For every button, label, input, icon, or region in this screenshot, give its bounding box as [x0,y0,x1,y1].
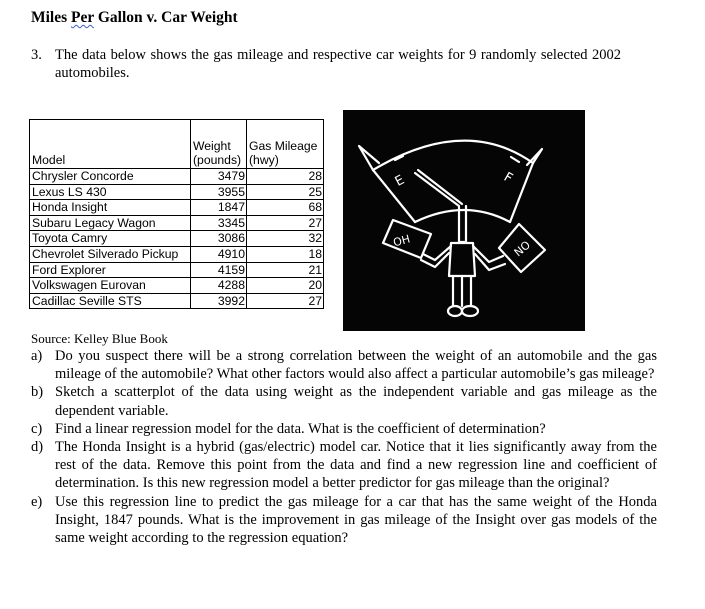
cell-mileage: 27 [247,215,324,231]
cell-model: Ford Explorer [30,262,191,278]
table-row [30,215,324,231]
cell-weight: 3345 [191,215,247,231]
cell-model: Chrysler Concorde [30,169,191,185]
question-label: e) [31,493,43,510]
cell-weight: 4910 [191,246,247,262]
table-row [30,184,324,200]
question-d [31,438,657,493]
question-label: c) [31,420,43,437]
question-label: a) [31,348,43,364]
question-text: Sketch a scatterplot of the data using weight as the independent variable and gas mileage as the dependent variable. [55,384,657,419]
cell-weight: 1847 [191,200,247,216]
spellcheck-flagged-word[interactable]: Per [71,9,94,26]
question-text: Do you suspect there will be a strong correlation between the weight of an automobile and the gas mileage of the automobile? What other factors would also affect a particular automobile’s gas mileage? [55,348,657,383]
fuel-gauge-icon [343,110,585,331]
cell-weight: 3086 [191,231,247,247]
question-list [31,347,657,547]
oh-sign-text: OH [391,232,412,250]
header-weight [191,120,247,169]
document-title [31,9,238,27]
table-row [30,246,324,262]
gauge-empty-label: E [392,172,407,190]
problem-intro [31,46,621,82]
question-text: The Honda Insight is a hybrid (gas/electric) model car. Notice that it lies significantly away from the rest of the data. Remove this point from the data and find a new regression line and coefficient of determination. Is this new regression model a better predictor for gas mileage than the original? [55,439,657,492]
cell-weight: 4159 [191,262,247,278]
header-label: Model [32,153,66,168]
header-model [30,120,191,169]
table-row [30,278,324,294]
cell-mileage: 68 [247,200,324,216]
table-row [30,231,324,247]
cell-model: Subaru Legacy Wagon [30,215,191,231]
header-label: (hwy) [249,153,279,168]
cell-weight: 3479 [191,169,247,185]
question-label: b) [31,384,44,401]
cell-weight: 3992 [191,293,247,309]
header-label: Weight [193,138,231,153]
cell-model: Honda Insight [30,200,191,216]
question-c [31,420,657,438]
cell-model: Toyota Camry [30,231,191,247]
fuel-gauge-cartoon-image [343,110,585,331]
cell-mileage: 27 [247,293,324,309]
table-row [30,262,324,278]
table-row [30,200,324,216]
title-part: Gallon v. Car Weight [93,9,238,26]
header-label: (pounds) [193,153,242,168]
question-e [31,493,657,548]
cell-mileage: 21 [247,262,324,278]
cell-model: Chevrolet Silverado Pickup [30,246,191,262]
problem-number: 3. [31,47,42,63]
car-data-table [29,119,324,309]
table-header-row [30,120,324,169]
question-text: Find a linear regression model for the data. What is the coefficient of determination? [55,420,546,437]
cell-model: Lexus LS 430 [30,184,191,200]
title-part: Miles [31,9,72,26]
header-mileage [247,120,324,169]
header-label: Gas Mileage [249,138,318,153]
cell-mileage: 18 [247,246,324,262]
cell-weight: 4288 [191,278,247,294]
question-b [31,383,657,419]
question-a [31,347,657,383]
cell-mileage: 32 [247,231,324,247]
cell-model: Volkswagen Eurovan [30,278,191,294]
problem-intro-text: The data below shows the gas mileage and respective car weights for 9 randomly selected 2002 automobiles. [55,47,621,81]
source-citation: Source: Kelley Blue Book [31,331,168,346]
table-row [30,293,324,309]
cell-mileage: 20 [247,278,324,294]
cell-model: Cadillac Seville STS [30,293,191,309]
cell-mileage: 28 [247,169,324,185]
question-label: d) [31,439,44,456]
no-sign-text: NO [511,238,533,260]
cell-weight: 3955 [191,184,247,200]
cell-mileage: 25 [247,184,324,200]
question-text: Use this regression line to predict the gas mileage for a car that has the same weight of the Honda Insight, 1847 pounds. What is the improvement in gas mileage of the Insight over gas models of the same weight according to the regression equation? [55,493,657,547]
gauge-full-label: F [501,169,516,187]
table-row [30,169,324,185]
